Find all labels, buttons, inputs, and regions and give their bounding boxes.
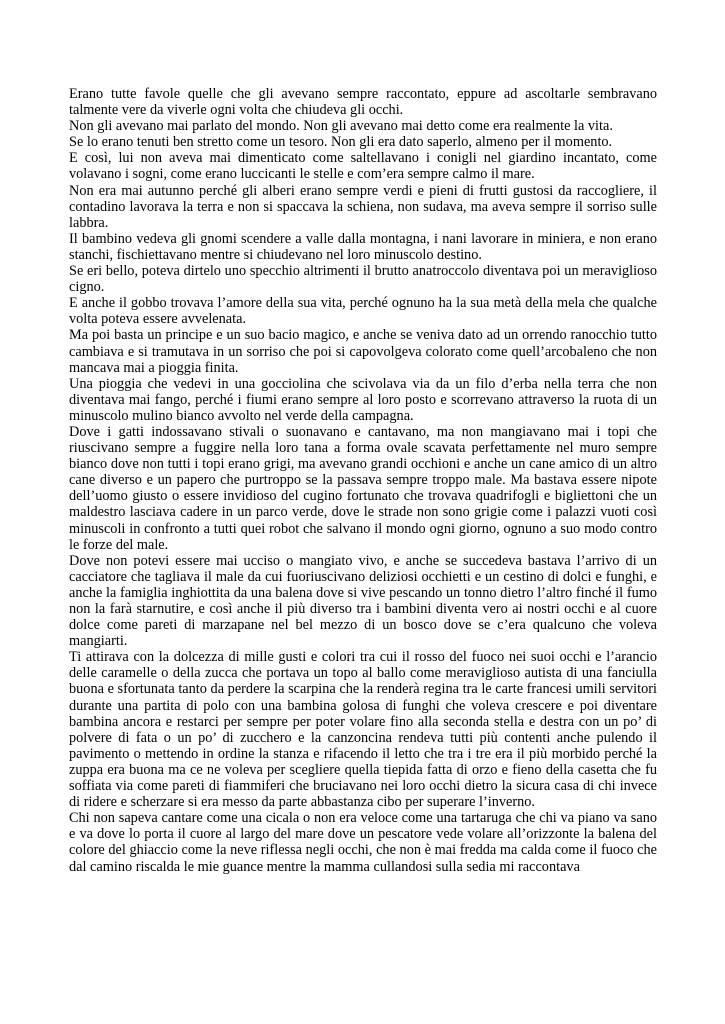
paragraph-4: E così, lui non aveva mai dimenticato come saltellavano i conigli nel giardino incantato, come volavano i sogni, come erano luccicanti le stelle e com’era sempre calmo il mare. [69,150,657,183]
paragraph-14: Chi non sapeva cantare come una cicala o non era veloce come una tartaruga che chi va piano va sano e va dove lo porta il cuore al largo del mare dove un pescatore vede volare all’orizzonte la balena del colore del ghiaccio come la neve riflessa negli occhi, che non è mai fredda ma calda come il fuoco che dal camino riscalda le mie guance mentre la mamma cullandosi sulla sedia mi raccontava [69,810,657,875]
paragraph-7: Se eri bello, poteva dirtelo uno specchio altrimenti il brutto anatroccolo diventava poi un meraviglioso cigno. [69,263,657,296]
paragraph-2: Non gli avevano mai parlato del mondo. Non gli avevano mai detto come era realmente la vita. [69,118,613,135]
paragraph-8: E anche il gobbo trovava l’amore della sua vita, perché ognuno ha la sua metà della mela che qualche volta poteva essere avvelenata. [69,295,657,328]
paragraph-10: Una pioggia che vedevi in una gocciolina che scivolava via da un filo d’erba nella terra che non diventava mai fango, perché i fiumi erano sempre al loro posto e scorrevano attraverso la ruota di un minuscolo mulino bianco avvolto nel verde della campagna. [69,375,657,424]
paragraph-6: Il bambino vedeva gli gnomi scendere a valle dalla montagna, i nani lavorare in miniera, e non erano stanchi, fischiettavano mentre si chiudevano nel loro minuscolo destino. [69,230,657,263]
paragraph-12: Dove non potevi essere mai ucciso o mangiato vivo, e anche se succedeva bastava l’arrivo di un cacciatore che tagliava il male da cui fuoriuscivano deliziosi occhietti e un cestino di dolci e funghi, e anche la famiglia inghiottita da una balena dove si vive pescando un tonno dietro l’altro finché il fumo non la farà starnutire, e così anche il più diverso tra i bambini diventa vero ai nostri occhi e al cuore dolce come pareti di marzapane nel bel mezzo di un bosco dove se c’era qualcuno che voleva mangiarti. [69,552,657,650]
paragraph-3: Se lo erano tenuti ben stretto come un tesoro. Non gli era dato saperlo, almeno per il momento. [69,134,613,151]
paragraph-13: Ti attirava con la dolcezza di mille gusti e colori tra cui il rosso del fuoco nei suoi occhi e l’arancio delle caramelle o della zucca che portava un topo al ballo come meraviglioso autista di una fanciulla buona e sfortunata tanto da perdere la scarpina che la renderà regina tra le carte francesi umili servitori durante una partita di polo con una bambina golosa di funghi che voleva crescere e poi diventare bambina ancora e restarci per sempre per poter volare fino alla seconda stella e destra con un po’ di polvere di fata o un po’ di zucchero e la canzoncina rendeva tutti più contenti anche pulendo il pavimento o mettendo in ordine la stanza e rifacendo il letto che tra i tre era il più morbido perché la zuppa era buona ma ce ne voleva per scegliere quella tiepida fatta di orzo e fieno della casetta che fu soffiata via come pareti di fiammiferi che bruciavano nei loro occhi dietro la sicura casa di chi invece di ridere e scherzare si era messo da parte abbastanza cibo per superare l’inverno. [69,649,657,811]
document-page [69,86,657,875]
paragraph-1: Erano tutte favole quelle che gli avevano sempre raccontato, eppure ad ascoltarle sembravano talmente vere da viverle ogni volta che chiudeva gli occhi. [69,86,657,119]
paragraph-11: Dove i gatti indossavano stivali o suonavano e cantavano, ma non mangiavano mai i topi che riuscivano sempre a fuggire nella loro tana a forma ovale scavata perfettamente nel muro sempre bianco dove non tutti i topi erano grigi, ma avevano grandi occhioni e anche un cane amico di un altro cane diverso e un papero che purtroppo se la passava sempre troppo male. Ma bastava essere nipote dell’uomo giusto o essere invidioso del cugino fortunato che trovava quadrifogli e bigliettoni che un maldestro lasciava cadere in un parco verde, dove le strade non sono grigie come i palazzi vuoti così minuscoli in confronto a tutti quei robot che salvano il mondo ogni giorno, ognuno a suo modo contro le forze del male. [69,423,657,553]
paragraph-9: Ma poi basta un principe e un suo bacio magico, e anche se veniva dato ad un orrendo ranocchio tutto cambiava e si tramutava in un sorriso che poi si capovolgeva colorato come quell’arcobaleno che non mancava mai a pioggia finita. [69,327,657,376]
paragraph-5: Non era mai autunno perché gli alberi erano sempre verdi e pieni di frutti gustosi da raccogliere, il contadino lavorava la terra e non si spaccava la schiena, non sudava, ma aveva sempre il sorriso sulle labbra. [69,182,657,231]
